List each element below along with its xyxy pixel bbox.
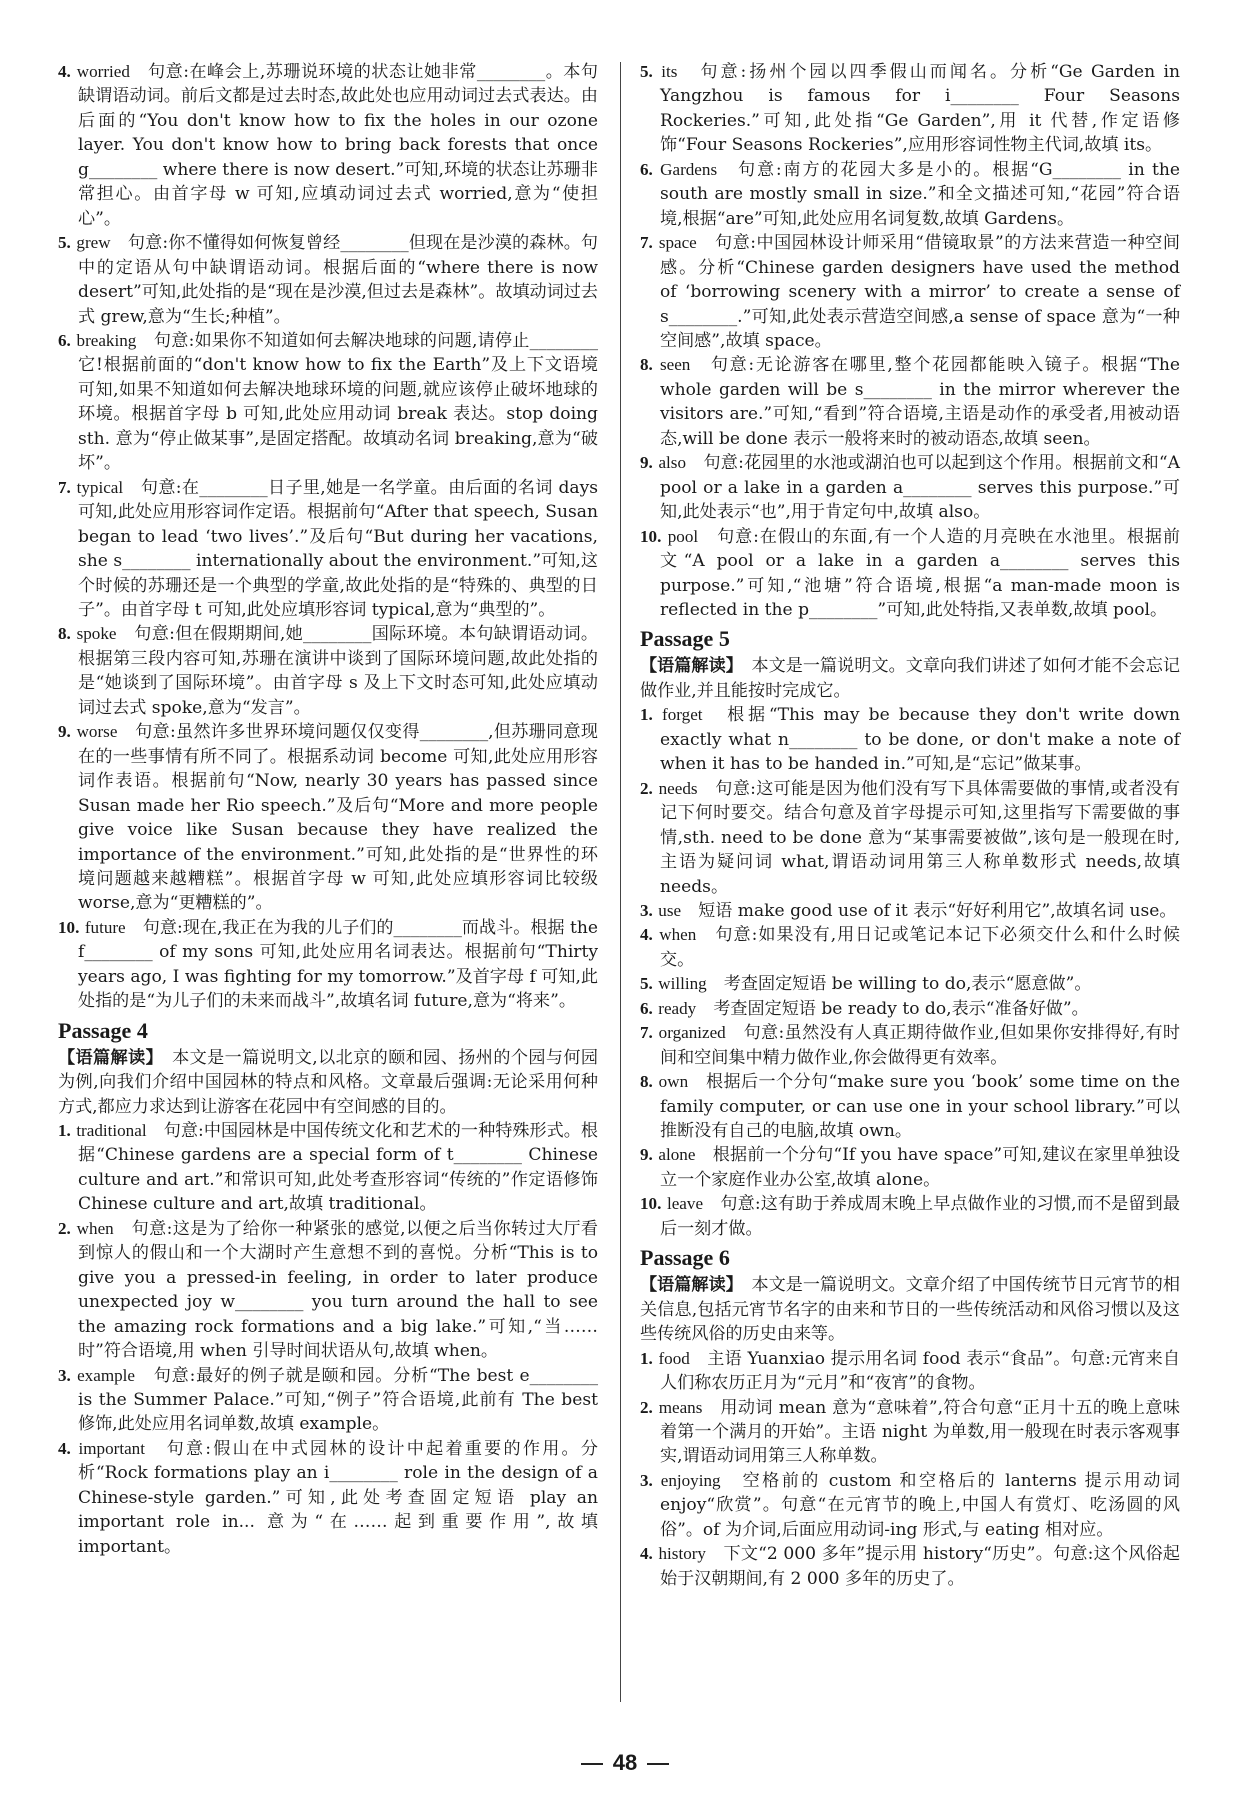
answer-item [58,60,598,231]
passage-heading: Passage 6 [640,1245,730,1271]
footer-dash-left [581,1763,603,1765]
item-explanation: 句意:在假山的东面,有一个人造的月亮映在水池里。根据前文“A pool or a lake in a garden a________ serves this purpose.”可知,“池塘”符合语境,根据“a man-made moon is reflected in the p________”可知,此处特指,又表单数,故填 pool。 [660,526,1180,620]
item-explanation: 句意:南方的花园大多是小的。根据“G________ in the south are mostly small in size.”和全文描述可知,“花园”符合语境,根据“are”可知,此处应用名词复数,故填 Gardens。 [660,159,1181,229]
item-explanation: 句意:这有助于养成周末晚上早点做作业的习惯,而不是留到最后一刻才做。 [660,1194,1181,1239]
item-explanation: 句意:无论游客在哪里,整个花园都能映入镜子。根据“The whole garden will be s________ in the mirror wherever the visitors are.”可知,“看到”符合语境,主语是动作的承受者,用被动语态,will be done 表示一般将来时的被动语态,故填 seen。 [660,355,1180,449]
item-answer: use [658,900,682,920]
item-answer: alone [658,1145,696,1165]
page-footer [0,1750,1250,1776]
item-number: 4. [640,925,653,945]
item-answer: enjoying [660,1470,721,1490]
answer-item [640,60,1180,158]
item-number: 8. [640,355,653,375]
passage-heading: Passage 4 [58,1017,148,1043]
item-answer: seen [659,355,691,375]
item-explanation: 空格前的 custom 和空格后的 lanterns 提示用动词 enjoy“欣赏”。句意“在元宵节的晚上,中国人有赏灯、吃汤圆的风俗”。of 为介词,后面应用动词-ing 形式,与 eating 相对应。 [660,1470,1180,1540]
item-number: 9. [640,1145,653,1165]
answer-item [58,1364,598,1437]
item-number: 5. [58,233,71,253]
item-explanation: 根据前一个分句“If you have space”可知,建议在家里单独设立一个家庭作业办公室,故填 alone。 [660,1145,1180,1190]
item-answer: leave [666,1194,704,1214]
answer-item [640,997,1180,1021]
answer-item [640,451,1180,524]
answer-item [640,231,1180,353]
answer-item [58,1119,598,1217]
answer-item [58,329,598,476]
item-answer: important [78,1438,145,1458]
passage-heading: Passage 5 [640,626,730,652]
item-explanation: 句意:在峰会上,苏珊说环境的状态让她非常________。本句缺谓语动词。前后文都是过去时态,故此处也应用动词过去式表达。由后面的“You don't know how to fix the holes in our ozone layer. You don't know how to bring back forests that once g________ where there is now desert.”可知,环境的状态让苏珊非常担心。由首字母 w 可知,应填动词过去式 worried,意为“使担心”。 [78,62,598,229]
answer-item [640,1070,1180,1143]
item-explanation: 句意:虽然没有人真正期待做作业,但如果你安排得好,有时间和空间集中精力做作业,你会做得更有效率。 [660,1023,1181,1068]
item-explanation: 考查固定短语 be ready to do,表示“准备好做”。 [713,998,1089,1019]
item-explanation: 用动词 mean 意为“意味着”,符合句意“正月十五的晚上意味着第一个满月的开始”。主语 night 为单数,用一般现在时表示客观事实,谓语动词用第三人称单数。 [660,1397,1181,1467]
item-explanation: 句意:中国园林是中国传统文化和艺术的一种特殊形式。根据“Chinese gardens are a special form of t________ Chinese culture and art.”和常识可知,此处考查形容词“传统的”作定语修饰 Chinese culture and art,故填 traditional。 [78,1121,598,1215]
item-explanation: 句意:扬州个园以四季假山而闻名。分析“Ge Garden in Yangzhou is famous for i________ Four Seasons Rockeries.”可知,此处指“Ge Garden”,用 it 代替,作定语修饰“Four Seasons Rockeries”,应用形容词性物主代词,故填 its。 [660,62,1181,156]
item-number: 2. [58,1218,71,1238]
item-answer: Gardens [660,159,718,179]
item-answer: spoke [76,624,117,644]
item-answer: pool [667,526,699,546]
item-answer: own [658,1072,689,1092]
answer-item [58,916,598,1014]
answer-item [640,1542,1180,1591]
item-answer: food [658,1348,690,1368]
answer-item [640,1021,1180,1070]
answer-item [640,1469,1180,1542]
item-answer: its [661,62,678,81]
item-number: 10. [58,917,80,937]
item-number: 8. [58,624,71,644]
item-answer: also [658,453,687,473]
answer-item [640,1192,1180,1241]
item-answer: typical [76,477,124,497]
item-explanation: 句意:这可能是因为他们没有写下具体需要做的事情,或者没有记下何时要交。结合句意及首字母提示可知,这里指写下需要做的事情,sth. need to be done 意为“某事需要被做”,该句是一般现在时,主语为疑问词 what,谓语动词用第三人称单数形式 needs,故填 needs。 [660,778,1180,897]
item-answer: ready [658,998,697,1018]
item-number: 5. [640,974,653,994]
item-answer: means [658,1397,703,1417]
answer-item [58,720,598,916]
item-explanation: 句意:虽然许多世界环境问题仅仅变得________,但苏珊同意现在的一些事情有所不同了。根据系动词 become 可知,此处应用形容词作表语。根据前句“Now, nearly 30 years has passed since Susan made her Rio speech.”及后句“More and more people give voice like Susan because they have realized the importance of the environment.”可知,此处指的是“世界性的环境问题越来越糟糕”。根据首字母 w 可知,此处应填形容词比较级 worse,意为“更糟糕的”。 [78,722,598,914]
item-number: 10. [640,1194,662,1214]
item-explanation: 句意:最好的例子就是颐和园。分析“The best e________ is the Summer Palace.”可知,“例子”符合语境,此前有 The best 修饰,此处应用名词单数,故填 example。 [78,1365,599,1435]
answer-item [640,777,1180,899]
intro-tag: 【语篇解读】 [640,1275,735,1296]
answer-item [640,525,1180,623]
item-explanation: 考查固定短语 be willing to do,表示“愿意做”。 [723,974,1092,995]
item-explanation: 句意:你不懂得如何恢复曾经________但现在是沙漠的森林。句中的定语从句中缺谓语动词。根据后面的“where there is now desert”可知,此处指的是“现在是沙漠,但过去是森林”。故填动词过去式 grew,意为“生长;种植”。 [78,233,599,327]
item-number: 2. [640,1397,653,1417]
item-number: 1. [640,705,653,725]
item-explanation: 句意:如果你不知道如何去解决地球的问题,请停止________它!根据前面的“don't know how to fix the Earth”及上下文语境可知,如果不知道如何去解决地球环境的问题,就应该停止破坏地球的环境。根据首字母 b 可知,此处应用动词 break 表达。stop doing sth. 意为“停止做某事”,是固定搭配。故填动名词 breaking,意为“破坏”。 [78,330,598,474]
answer-item [640,1143,1180,1192]
item-number: 7. [58,477,71,497]
item-number: 6. [640,159,653,179]
item-explanation: 句意:但在假期期间,她________国际环境。本句缺谓语动词。根据第三段内容可知,苏珊在演讲中谈到了国际环境问题,故此处指的是“她谈到了国际环境”。由首字母 s 及上下文时态可知,此处应填动词过去式 spoke,意为“发言”。 [78,624,599,718]
answer-item [640,1396,1180,1469]
intro-tag: 【语篇解读】 [640,656,735,677]
item-answer: forget [662,705,703,725]
item-answer: worried [76,62,130,81]
answer-item [640,353,1180,451]
item-explanation: 句意:花园里的水池或湖泊也可以起到这个作用。根据前文和“A pool or a lake in a garden a________ serves this purpose.”可知,此处表示“也”,用于肯定句中,故填 also。 [660,453,1181,523]
item-number: 4. [58,1438,71,1458]
answer-item [640,899,1180,923]
answer-item [640,972,1180,996]
item-answer: space [658,233,697,253]
item-number: 5. [640,62,653,81]
item-explanation: 主语 Yuanxiao 提示用名词 food 表示“食品”。句意:元宵来自人们称农历正月为“元月”和“夜宵”的食物。 [660,1348,1181,1394]
item-number: 3. [640,900,653,920]
item-number: 7. [640,1023,653,1043]
item-number: 10. [640,526,662,546]
intro-text: 本文是一篇说明文。文章介绍了中国传统节日元宵节的相关信息,包括元宵节名字的由来和节日的一些传统活动和风俗习惯以及这些传统风俗的历史由来等。 [640,1275,1181,1345]
item-answer: organized [658,1023,726,1043]
item-answer: needs [658,778,698,798]
item-explanation: 根据“This may be because they don't write down exactly what n________ to be done, or don't make a note of when it has to be handed in.”可知,是“忘记”做某事。 [660,705,1181,775]
item-explanation: 下文“2 000 多年”提示用 history“历史”。句意:这个风俗起始于汉朝期间,有 2 000 多年的历史了。 [660,1544,1181,1589]
item-number: 4. [640,1544,653,1564]
item-answer: history [658,1544,706,1564]
item-number: 4. [58,62,71,81]
item-number: 6. [640,998,653,1018]
item-number: 9. [58,722,71,742]
column-divider [620,62,621,1702]
answer-item [58,476,598,623]
item-number: 7. [640,233,653,253]
item-answer: grew [76,233,111,253]
item-explanation: 句意:这是为了给你一种紧张的感觉,以便之后当你转过大厅看到惊人的假山和一个大湖时产生意想不到的喜悦。分析“This is to give you a pressed-in feeling, in order to later produce unexpected joy w________ you turn around the hall to see the amazing rock formations and a big lake.”可知,“当……时”符合语境,用 when 引导时间状语从句,故填 when。 [78,1218,599,1362]
item-number: 2. [640,778,653,798]
item-number: 9. [640,453,653,473]
item-answer: when [659,925,697,945]
footer-dash-right [647,1763,669,1765]
item-number: 3. [640,1470,653,1490]
item-answer: willing [658,974,707,994]
answer-item [58,1217,598,1364]
passage-intro [58,1046,598,1119]
intro-text: 本文是一篇说明文,以北京的颐和园、扬州的个园与何园为例,向我们介绍中国园林的特点和风格。文章最后强调:无论采用何种方式,都应力求达到让游客在花园中有空间感的目的。 [58,1047,599,1117]
answer-item [58,1437,598,1559]
answer-item [640,158,1180,231]
item-explanation: 句意:中国园林设计师采用“借镜取景”的方法来营造一种空间感。分析“Chinese garden designers have used the method of ‘borrowing scenery with a mirror’ to create a sense of s________.”可知,此处表示营造空间感,a sense of space 意为“一种空间感”,故填 space。 [660,233,1181,351]
item-answer: worse [76,722,118,742]
item-explanation: 句意:在________日子里,她是一名学童。由后面的名词 days 可知,此处应用形容词作定语。根据前句“After that speech, Susan began to lead ‘two lives’.”及后句“But during her vacations, she s________ internationally about the environment.”可知,这个时候的苏珊还是一个典型的学童,故此处指的是“特殊的、典型的日子”。由首字母 t 可知,此处应填形容词 typical,意为“典型的”。 [78,477,599,620]
item-explanation: 句意:假山在中式园林的设计中起着重要的作用。分析“Rock formations play an i________ role in the design of a Chinese-style garden.”可知,此处考查固定短语 play an important role in... 意为“在……起到重要作用”,故填 important。 [78,1438,598,1557]
item-number: 6. [58,330,71,350]
right-column [640,60,1180,1591]
answer-item [640,1347,1180,1396]
page-number: 48 [612,1750,638,1775]
item-answer: future [84,917,126,937]
passage-intro [640,654,1180,703]
passage-intro [640,1273,1180,1346]
answer-item [640,703,1180,776]
item-explanation: 句意:现在,我正在为我的儿子们的________而战斗。根据 the f________ of my sons 可知,此处应用名词表达。根据前句“Thirty years ago, I was fighting for my tomorrow.”及首字母 f 可知,此处指的是“为儿子们的未来而战斗”,故填名词 future,意为“将来”。 [78,917,598,1012]
left-column [58,60,598,1559]
item-answer: breaking [76,330,137,350]
item-answer: when [76,1218,114,1238]
item-explanation: 句意:如果没有,用日记或笔记本记下必须交什么和什么时候交。 [660,925,1180,970]
item-explanation: 短语 make good use of it 表示“好好利用它”,故填名词 use。 [698,900,1177,921]
item-answer: example [77,1365,135,1385]
intro-text: 本文是一篇说明文。文章向我们讲述了如何才能不会忘记做作业,并且能按时完成它。 [640,656,1181,701]
item-number: 1. [58,1121,71,1141]
answer-item [58,231,598,329]
item-explanation: 根据后一个分句“make sure you ‘book’ some time on the family computer, or can use one in your school library.”可以推断没有自己的电脑,故填 own。 [660,1072,1180,1142]
item-number: 1. [640,1348,653,1368]
intro-tag: 【语篇解读】 [58,1047,155,1068]
item-answer: traditional [76,1121,147,1141]
answer-item [58,622,598,720]
item-number: 8. [640,1072,653,1092]
answer-item [640,923,1180,972]
item-number: 3. [58,1365,71,1385]
